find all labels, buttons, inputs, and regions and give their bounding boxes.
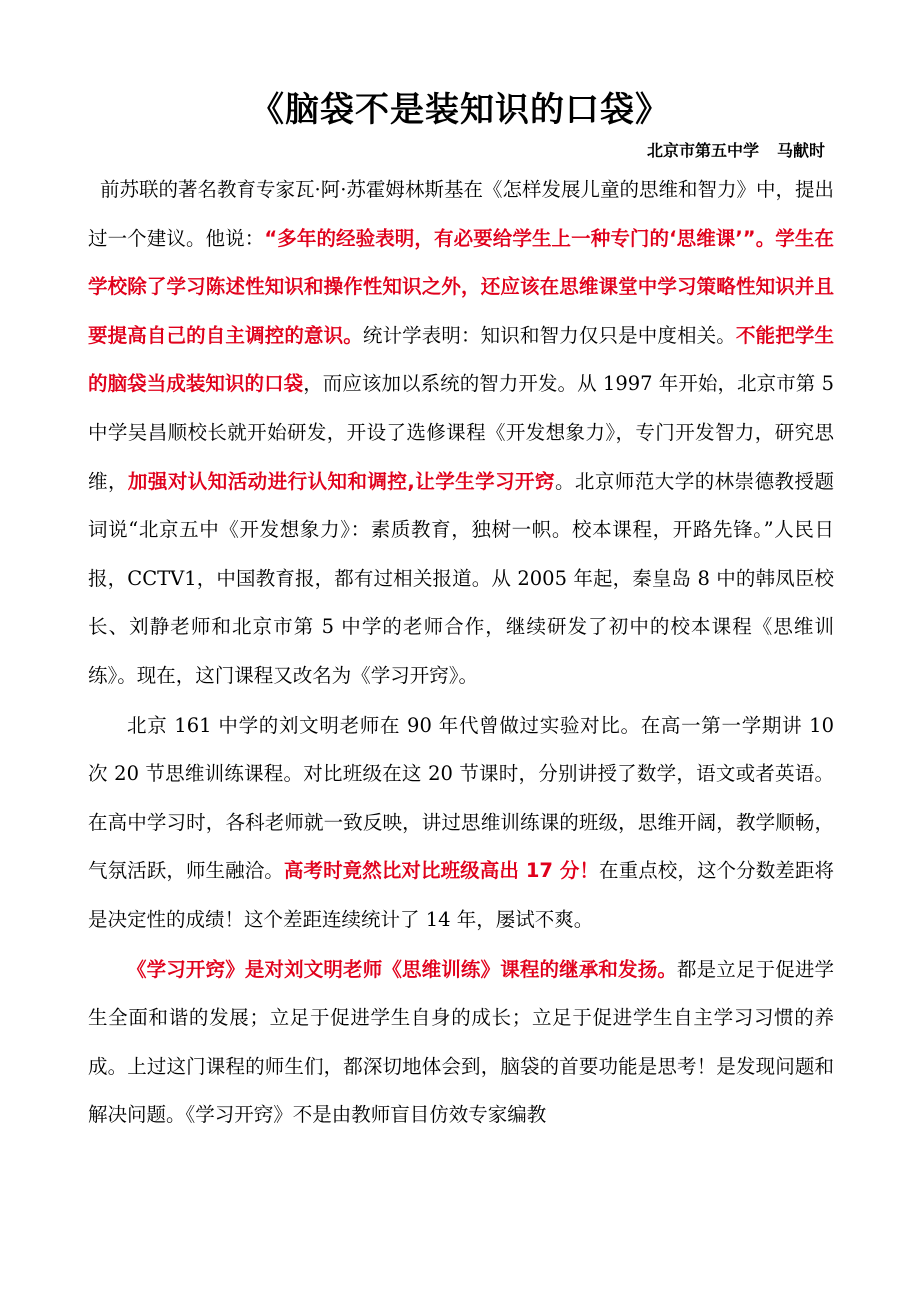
highlighted-run: 《学习开窍》是对刘文明老师《思维训练》课程的继承和发扬。 <box>127 957 677 981</box>
author-school: 北京市第五中学 <box>646 141 759 160</box>
text-run: 统计学表明：知识和智力仅只是中度相关。 <box>362 323 736 347</box>
paragraph-1 <box>88 166 834 701</box>
highlighted-run: “多年的经验表明，有必要给学生上一种专门的‘思维课’”。学生在学校除了学习陈述性知识和操作性知识之外，还应该在思维课堂中学习策略性知识并且要提高自己的自主调控的意识。 <box>88 226 834 347</box>
highlighted-run: 不能把学生的脑袋当成装知识的口袋 <box>88 323 834 396</box>
document-title: 《脑袋不是装知识的口袋》 <box>250 90 670 130</box>
text-run: 北京 161 中学的刘文明老师在 90 年代曾做过实验对比。在高一第一学期讲 10 次 20 节思维训练课程。对比班级在这 20 节课时，分别讲授了数学，语文或者英语。在高中学习时，各科老师就一致反映，讲过思维训练课的班级，思维开阔，教学顺畅，气氛活跃，师生融洽。 <box>88 713 834 883</box>
paragraph-3 <box>88 946 834 1140</box>
text-run: 。北京师范大学的林崇德教授题词说“北京五中《开发想象力》：素质教育，独树一帜。校本课程，开路先锋。”人民日报，CCTV1，中国教育报，都有过相关报道。从 2005 年起，秦皇岛 8 中的韩凤臣校长、刘静老师和北京市第 5 中学的老师合作，继续研发了初中的校本课程《思维训练》。现在，这门课程又改名为《学习开窍》。 <box>88 469 834 687</box>
author-byline <box>647 138 825 161</box>
text-run: ，而应该加以系统的智力开发。从 1997 年开始，北京市第 5 中学吴昌顺校长就开始研发，开设了选修课程《开发想象力》，专门开发智力，研究思维， <box>88 372 834 493</box>
text-run: 在重点校，这个分数差距将是决定性的成绩！这个差距连续统计了 14 年，屡试不爽。 <box>88 859 834 931</box>
text-run: 前苏联的著名教育专家瓦·阿·苏霍姆林斯基在《怎样发展儿童的思维和智力》中，提出过一个建议。他说： <box>88 178 834 250</box>
text-run: 都是立足于促进学生全面和谐的发展；立足于促进学生自身的成长；立足于促进学生自主学习习惯的养成。上过这门课程的师生们，都深切地体会到，脑袋的首要功能是思考！是发现问题和解决问题。《学习开窍》不是由教师盲目仿效专家编教 <box>88 957 834 1127</box>
paragraph-2 <box>88 702 834 945</box>
author-name: 马献时 <box>776 141 825 160</box>
highlighted-run: 高考时竟然比对比班级高出 17 分！ <box>283 859 600 883</box>
highlighted-run: 加强对认知活动进行认知和调控,让学生学习开窍 <box>127 469 555 493</box>
article-body <box>88 166 834 1140</box>
